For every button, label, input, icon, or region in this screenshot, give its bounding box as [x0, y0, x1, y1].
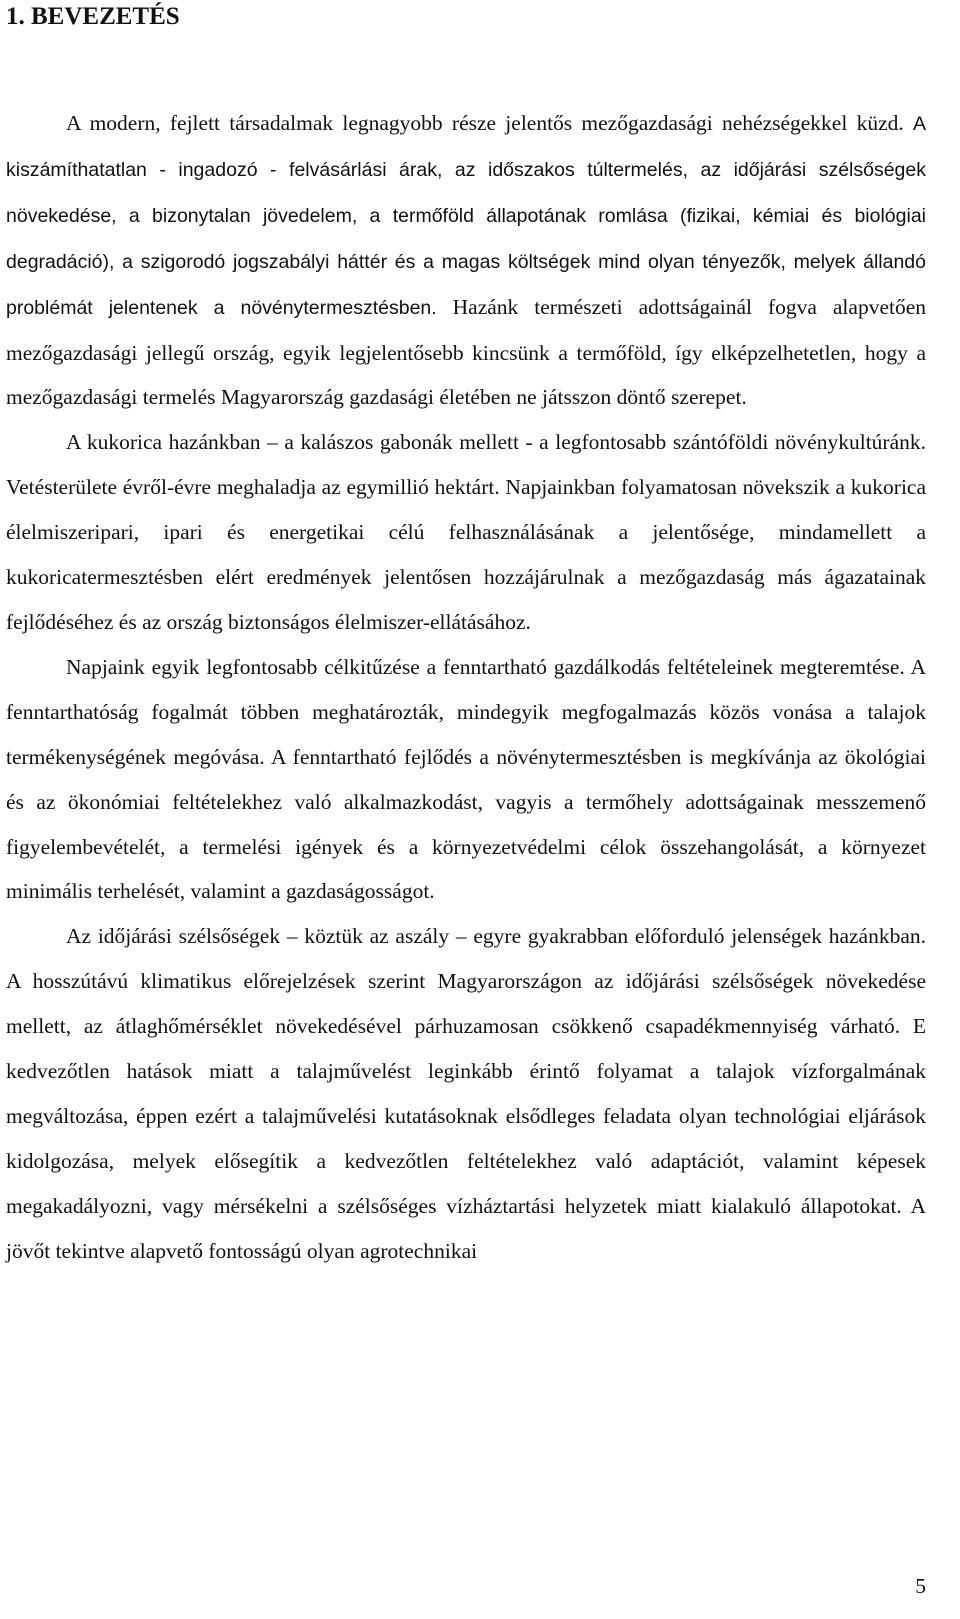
- paragraph-text: A modern, fejlett társadalmak legnagyobb része jelentős mezőgazdasági nehézségekkel küzd.: [66, 111, 913, 135]
- paragraph: [6, 645, 926, 914]
- paragraph: [6, 420, 926, 645]
- paragraph: [6, 914, 926, 1273]
- paragraph: [6, 101, 926, 420]
- paragraph-text: Az időjárási szélsőségek – köztük az aszály – egyre gyakrabban előforduló jelenségek hazánkban. A hosszútávú klimatikus előrejelzések szerint Magyarországon az időjárási szélsőségek növekedése mellett, az átlaghőmérséklet növekedésével párhuzamosan csökkenő csapadékmennyiség várható. E kedvezőtlen hatások miatt a talajművelést leginkább érintő folyamat a talajok vízforgalmának megváltozása, éppen ezért a talajművelési kutatásoknak elsődleges feladata olyan technológiai eljárások kidolgozása, melyek elősegítik a kedvezőtlen feltételekhez való adaptációt, valamint képesek megakadályozni, vagy mérsékelni a szélsőséges vízháztartási helyzetek miatt kialakuló állapotokat. A jövőt tekintve alapvető fontosságú olyan agrotechnikai: [6, 924, 926, 1263]
- paragraph-text: Hazánk természeti adottságainál fogva alapvetően mezőgazdasági jellegű ország, egyik legjelentősebb kincsünk a termőföld, így elképzelhetetlen, hogy a mezőgazdasági termelés Magyarország gazdasági életében ne játsszon döntő szerepet.: [6, 294, 927, 410]
- section-heading: 1. BEVEZETÉS: [6, 3, 180, 30]
- page-number: 5: [915, 1574, 926, 1598]
- body-text: [6, 101, 926, 1274]
- paragraph-text: Napjaink egyik legfontosabb célkitűzése a fenntartható gazdálkodás feltételeinek megteremtése. A fenntarthatóság fogalmát többen meghatározták, mindegyik megfogalmazás közös vonása a talajok termékenységének megóvása. A fenntartható fejlődés a növénytermesztésben is megkívánja az ökológiai és az ökonómiai feltételekhez való alkalmazkodást, vagyis a termőhely adottságainak messzemenő figyelembevételét, a termelési igények és a környezetvédelmi célok összehangolását, a környezet minimális terhelését, valamint a gazdaságosságot.: [6, 654, 926, 904]
- paragraph-text: A kiszámíthatatlan - ingadozó - felvásárlási árak, az időszakos túltermelés, az időjárási szélsőségek növekedése, a bizonytalan jövedelem, a termőföld állapotának romlása (fizikai, kémiai és biológiai degradáció), a szigorodó jogszabályi háttér és a magas költségek mind olyan tényezők, melyek állandó problémát jelentenek a növénytermesztésben.: [6, 113, 926, 319]
- paragraph-text: A kukorica hazánkban – a kalászos gabonák mellett - a legfontosabb szántóföldi növénykultúránk. Vetésterülete évről-évre meghaladja az egymillió hektárt. Napjainkban folyamatosan növekszik a kukorica élelmiszeripari, ipari és energetikai célú felhasználásának a jelentősége, mindamellett a kukoricatermesztésben elért eredmények jelentősen hozzájárulnak a mezőgazdaság más ágazatainak fejlődéséhez és az ország biztonságos élelmiszer-ellátásához.: [6, 430, 926, 634]
